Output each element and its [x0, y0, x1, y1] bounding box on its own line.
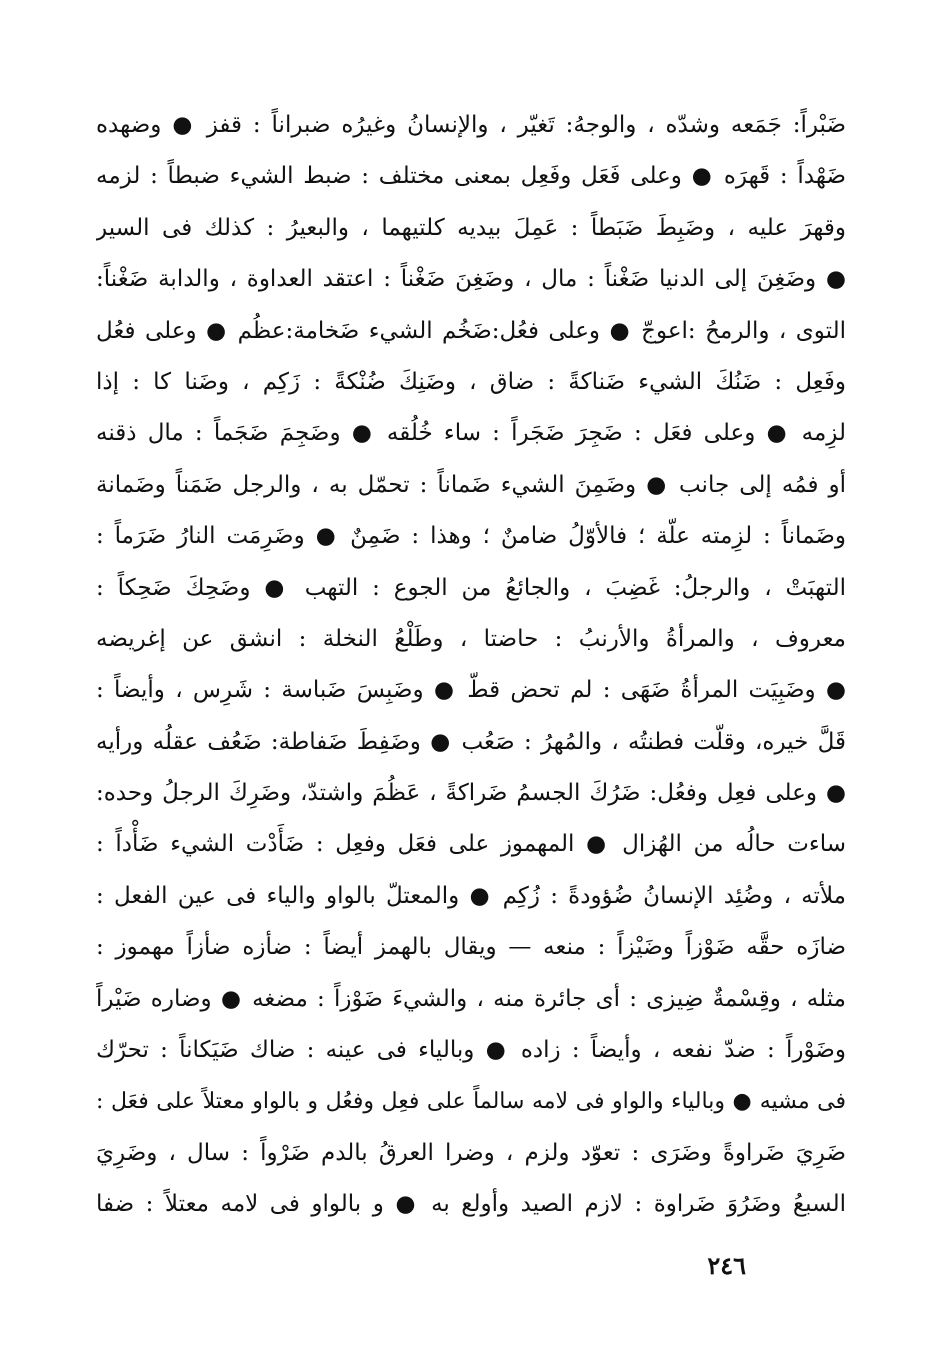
text-line: ضَبْراً: جَمَعه وشدّه ، والوجهُ: تَغيّر ، والإنسانُ وغيرُه ضبراناً : قفز ● وضهده	[96, 112, 846, 138]
text-line: مثله ، وقِسْمةٌ ضِيزى : أى جائرة منه ، والشيءَ ضَوْزاً : مضغه ● وضاره ضَيْراً	[96, 985, 846, 1012]
text-line: ● وضَغِنَ إلى الدنيا ضَغْناً : مال ، وضَغِنَ ضَغْناً : اعتقد العداوة ، والدابة ضَغْناً:	[96, 266, 846, 293]
text-line: فى مشيه ● وبالياء والواو فى لامه سالماً على فعِل وفعُل و بالواو معتلاً على فعَل :	[96, 1089, 846, 1115]
text-line: وضَماناً : لزِمته علّة ؛ فالأوّلُ ضامنٌ ؛ وهذا : ضَمِنٌ ● وضَرِمَت النارُ ضَرَماً :	[96, 523, 846, 550]
text-line: التوى ، والرمحُ :اعوجّ ● وعلى فعُل:ضَخُم الشيء ضَخامة:عظُم ● وعلى فعُل	[96, 317, 846, 344]
text-line: ● وضَبِيَت المرأةُ ضَهَى : لم تحض قطّ ● وضَبِسَ ضَباسة : شَرِس ، وأيضاً :	[96, 677, 846, 704]
text-line: لزِمه ● وعلى فعَل : ضَجِرَ ضَجَراً : ساء خُلُقه ● وضَجِمَ ضَجَماً : مال ذقنه	[96, 420, 846, 447]
text-line: معروف ، والمرأةُ والأرنبُ : حاضتا ، وطَلْعُ النخلة : انشق عن إغريضه	[96, 625, 846, 652]
text-line: ● وعلى فعِل وفعُل: ضَرُكَ الجسمُ ضَراكةً ، عَظُمَ واشتدّ، وضَرِكَ الرجلُ وحده:	[96, 780, 846, 807]
text-line: وفَعِل : ضَنُكَ الشيء ضَناكةً : ضاق ، وضَنِكَ ضُنْكةً : زَكِم ، وضَنا كا : إذا	[96, 368, 846, 395]
text-line: وقهرَ عليه ، وضَبِطَ ضَبَطاً : عَمِلَ بيديه كلتيهما ، والبعيرُ : كذلك فى السير	[96, 214, 846, 241]
text-line: ضَهْداً : قَهرَه ● وعلى فَعَل وفَعِل بمعنى مختلف : ضبط الشيء ضبطاً : لزمه	[96, 163, 846, 190]
text-line: قَلَّ خيره، وقلّت فطنتُه ، والمُهرُ : صَعُب ● وضَفِطَ ضَفاطة: ضَعُف عقلُه ورأيه	[96, 728, 846, 755]
text-line: ملأته ، وضُئِد الإنسانُ ضُؤودةً : زُكِم ● والمعتلّ بالواو والياء فى عين الفعل :	[96, 882, 846, 909]
text-line: ساءت حالُه من الهُزال ● المهموز على فعَل وفعِل : ضَأَدْت الشيء ضَأْداً :	[96, 831, 846, 858]
text-line: ضازَه حقَّه ضَوْزاً وضَيْزاً : منعه — ويقال بالهمز أيضاً : ضأزه ضأزاً مهموز :	[96, 934, 846, 961]
text-line: وضَوْراً : ضدّ نفعه ، وأيضاً : زاده ● وبالياء فى عينه : ضاك ضَيَكاناً : تحرّك	[96, 1037, 846, 1064]
text-line: التهبَتْ ، والرجلُ: غَضِبَ ، والجائعُ من الجوع : التهب ● وضَحِكَ ضَحِكاً :	[96, 574, 846, 601]
page-text-block	[96, 100, 846, 1231]
page-number: ٢٤٦	[707, 1251, 746, 1280]
text-line: أو فمُه إلى جانب ● وضَمِنَ الشيء ضَماناً : تحمّل به ، والرجل ضَمَناً وضَمانة	[96, 471, 846, 498]
text-line: السبعُ وضَرُوَ ضَراوة : لازم الصيد وأولع به ● و بالواو فى لامه معتلاً : ضفا	[96, 1191, 846, 1218]
text-line: ضَرِيَ ضَراوةً وضَرَى : تعوّد ولزم ، وضرا العرقُ بالدم ضَرْواً : سال ، وضَرِيَ	[96, 1139, 846, 1166]
